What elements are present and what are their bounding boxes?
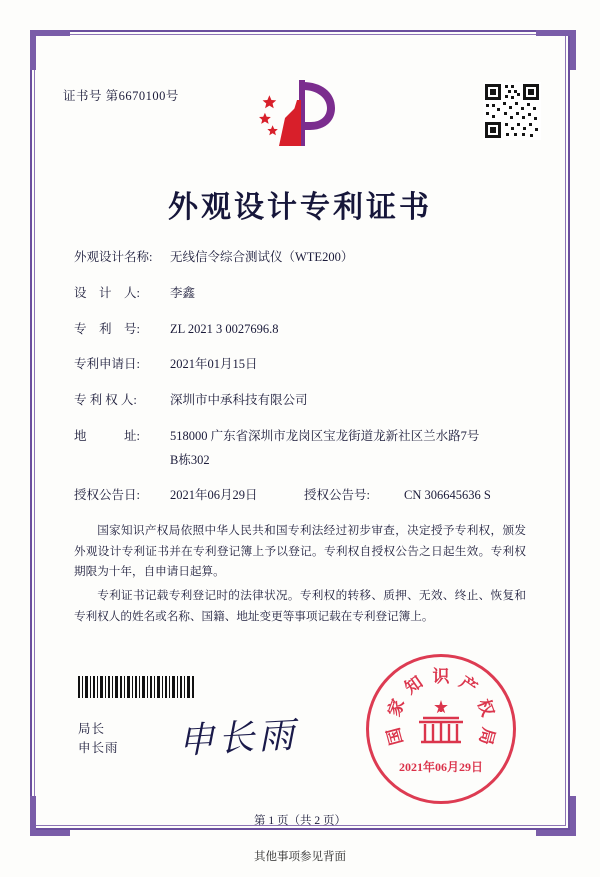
field-value: 深圳市中承科技有限公司	[170, 393, 308, 407]
field-label: 地 址:	[74, 428, 140, 443]
seal-ring-char: 局	[475, 725, 499, 747]
cnipa-logo-icon	[255, 78, 347, 148]
signature-block	[78, 720, 119, 759]
official-seal	[366, 654, 516, 804]
field-label: 专利申请日:	[74, 357, 140, 372]
field-patentee	[74, 391, 534, 410]
page-number: 第 1 页（共 2 页）	[254, 815, 346, 827]
field-value: CN 306645636 S	[404, 488, 491, 503]
field-application-date	[74, 355, 534, 374]
field-address	[74, 427, 534, 470]
certificate-number: 证书号 第6670100号	[63, 89, 179, 103]
seal-ring-char: 权	[473, 696, 498, 719]
seal-date: 2021年06月29日	[398, 760, 483, 774]
page-title: 外观设计专利证书	[168, 191, 432, 224]
field-announcement-date	[74, 486, 304, 505]
director-title: 局长	[78, 722, 106, 736]
field-value: 2021年01月15日	[170, 357, 258, 372]
field-value: ZL 2021 3 0027696.8	[170, 321, 279, 336]
field-value: 2021年06月29日	[170, 488, 258, 503]
field-label: 授权公告号:	[304, 488, 370, 503]
field-announcement	[74, 486, 534, 505]
field-label: 专 利 权 人:	[74, 393, 137, 407]
field-value	[170, 427, 534, 470]
seal-ring-char: 家	[384, 696, 409, 719]
field-label: 外观设计名称:	[74, 250, 153, 264]
field-designer	[74, 284, 534, 303]
legal-text	[74, 521, 526, 630]
seal-ring-char: 识	[432, 667, 450, 686]
address-line-2: B栋302	[170, 452, 210, 467]
legal-paragraph-2: 专利证书记载专利登记时的法律状况。专利权的转移、质押、无效、终止、恢复和专利权人的姓名或名称、国籍、地址变更等事项记载在专利登记簿上。	[74, 588, 526, 623]
field-announcement-number	[304, 486, 534, 505]
seal-ring-char: 知	[401, 672, 427, 698]
field-value: 无线信令综合测试仪（WTE200）	[170, 250, 354, 264]
field-list	[74, 248, 534, 519]
field-label: 授权公告日:	[74, 488, 140, 503]
qr-code-icon	[483, 82, 541, 140]
footer-note: 其他事项参见背面	[254, 851, 346, 863]
director-name: 申长雨	[78, 741, 119, 756]
seal-ring-char: 产	[455, 672, 481, 698]
seal-ring-char: 国	[383, 725, 407, 747]
barcode-icon	[78, 676, 194, 698]
legal-paragraph-1: 国家知识产权局依照中华人民共和国专利法经过初步审查，决定授予专利权，颁发外观设计专利证书并在专利登记簿上予以登记。专利权自授权公告之日起生效。专利权期限为十年，自申请日起算。	[74, 524, 526, 579]
handwritten-signature: 申长雨	[177, 714, 300, 763]
field-label: 设 计 人:	[74, 285, 140, 300]
border-corner-top-right	[536, 30, 576, 70]
national-emblem-icon	[413, 698, 469, 750]
field-label: 专 利 号:	[74, 321, 140, 336]
border-corner-top-left	[30, 30, 70, 70]
address-line-1: 518000 广东省深圳市龙岗区宝龙街道龙新社区兰水路7号	[170, 428, 480, 443]
field-patent-number	[74, 320, 534, 339]
field-design-name	[74, 248, 534, 267]
field-value: 李鑫	[170, 285, 196, 300]
